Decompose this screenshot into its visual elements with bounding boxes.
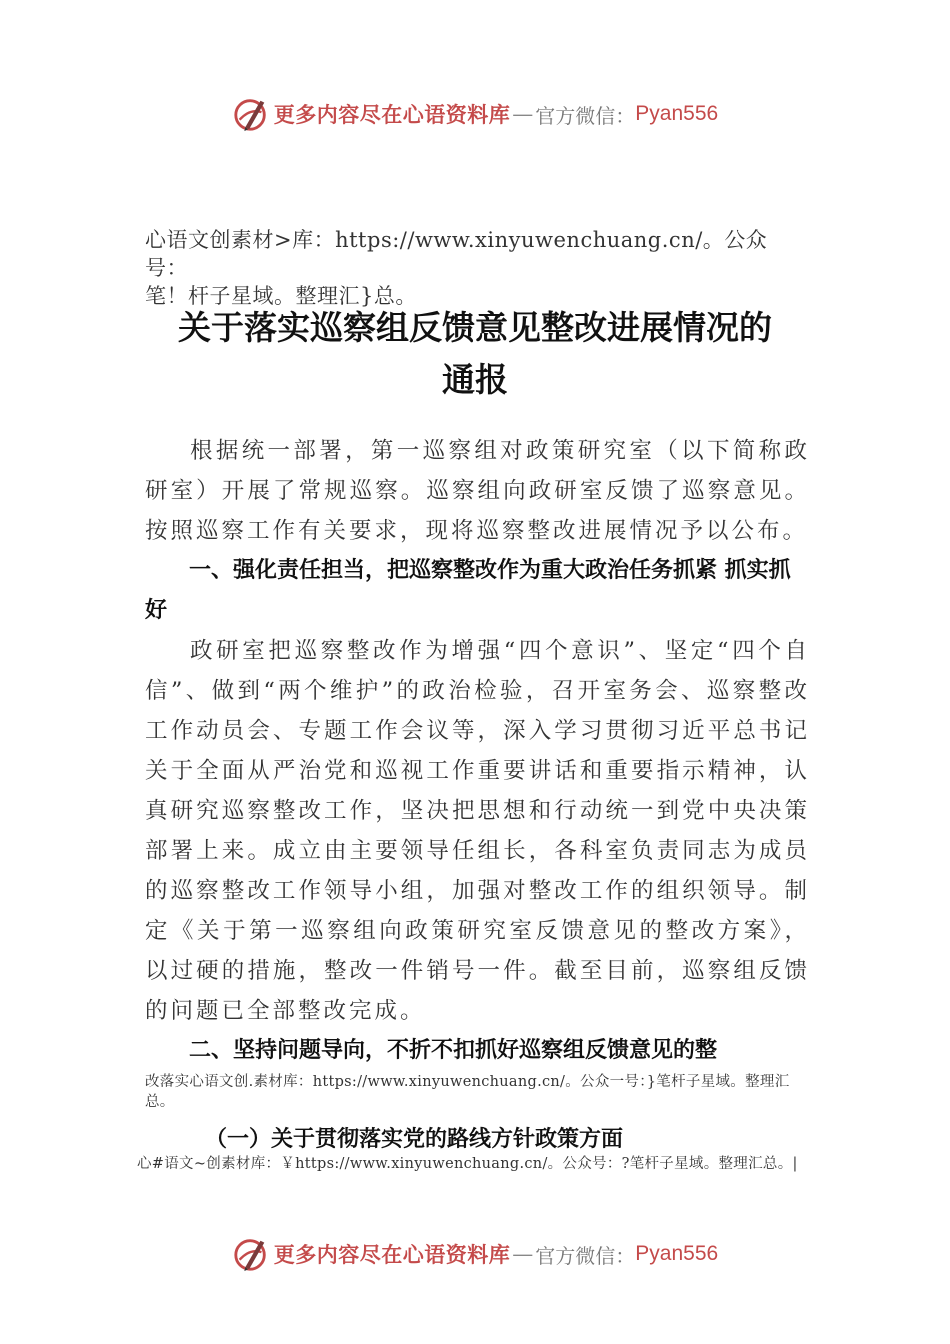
- source-note-line-a: 心语文创素材>库：https://www.xinyuwenchuang.cn/。公众号：: [145, 228, 768, 280]
- footer-banner: [0, 1232, 950, 1276]
- section-1-paragraph: 政研室把巡察整改作为增强“四个意识”、坚定“四个自信”、做到“两个维护”的政治检验，召开室务会、巡察整改工作动员会、专题工作会议等，深入学习贯彻习近平总书记关于全面从严治党和巡视工作重要讲话和重要指示精神，认真研究巡察整改工作，坚决把思想和行动统一到党中央决策部署上来。成立由主要领导任组长，各科室负责同志为成员的巡察整改工作领导小组，加强对整改工作的组织领导。制定《关于第一巡察组向政策研究室反馈意见的整改方案》，以过硬的措施，整改一件销号一件。截至目前，巡察组反馈的问题已全部整改完成。: [145, 638, 810, 1024]
- banner-brand-text: 更多内容尽在心语资料库: [273, 102, 511, 127]
- banner-wechat-label: 官方微信：: [535, 1243, 636, 1268]
- source-note-middle: [145, 1072, 810, 1112]
- banner-wechat-label: 官方微信：: [535, 103, 636, 128]
- source-note-line-b: 笔！杆子星域。整理汇}总。: [145, 284, 417, 308]
- banner-wechat-id: Pyan556: [635, 1242, 719, 1265]
- pen-globe-logo-icon: [232, 1235, 270, 1273]
- pen-globe-logo-icon: [232, 95, 270, 133]
- banner-brand-text: 更多内容尽在心语资料库: [273, 1242, 511, 1267]
- banner-dash: —: [512, 102, 534, 126]
- document-title-line-1: 关于落实巡察组反馈意见整改进展情况的: [178, 308, 772, 347]
- section-heading-1: 一、强化责任担当，把巡察整改作为重大政治任务抓紧 抓实抓好: [145, 558, 791, 623]
- banner-wechat-id: Pyan556: [635, 102, 719, 125]
- document-body: [145, 431, 810, 1071]
- source-note-middle-text: 改落实心语文创.素材库：https://www.xinyuwenchuang.cn/。公众一号：}笔杆子星域。整理汇总。: [145, 1074, 790, 1110]
- source-note-bottom-text: 心#语文~创素材库：￥https://www.xinyuwenchuang.cn/。公众号：?笔杆子星域。整理汇总。|: [137, 1156, 798, 1172]
- source-note-bottom: [137, 1154, 832, 1174]
- document-title-line-2: 通报: [442, 360, 508, 399]
- intro-paragraph: 根据统一部署，第一巡察组对政策研究室（以下简称政研室）开展了常规巡察。巡察组向政研室反馈了巡察意见。按照巡察工作有关要求，现将巡察整改进展情况予以公布。: [145, 438, 810, 544]
- banner-dash: —: [512, 1242, 534, 1266]
- section-heading-2: 二、坚持问题导向，不折不扣抓好巡察组反馈意见的整: [189, 1038, 718, 1063]
- source-note-top: [145, 226, 810, 310]
- header-banner: [0, 92, 950, 136]
- subsection-heading-1: （一）关于贯彻落实党的路线方针政策方面: [205, 1126, 624, 1152]
- document-title: [100, 302, 850, 406]
